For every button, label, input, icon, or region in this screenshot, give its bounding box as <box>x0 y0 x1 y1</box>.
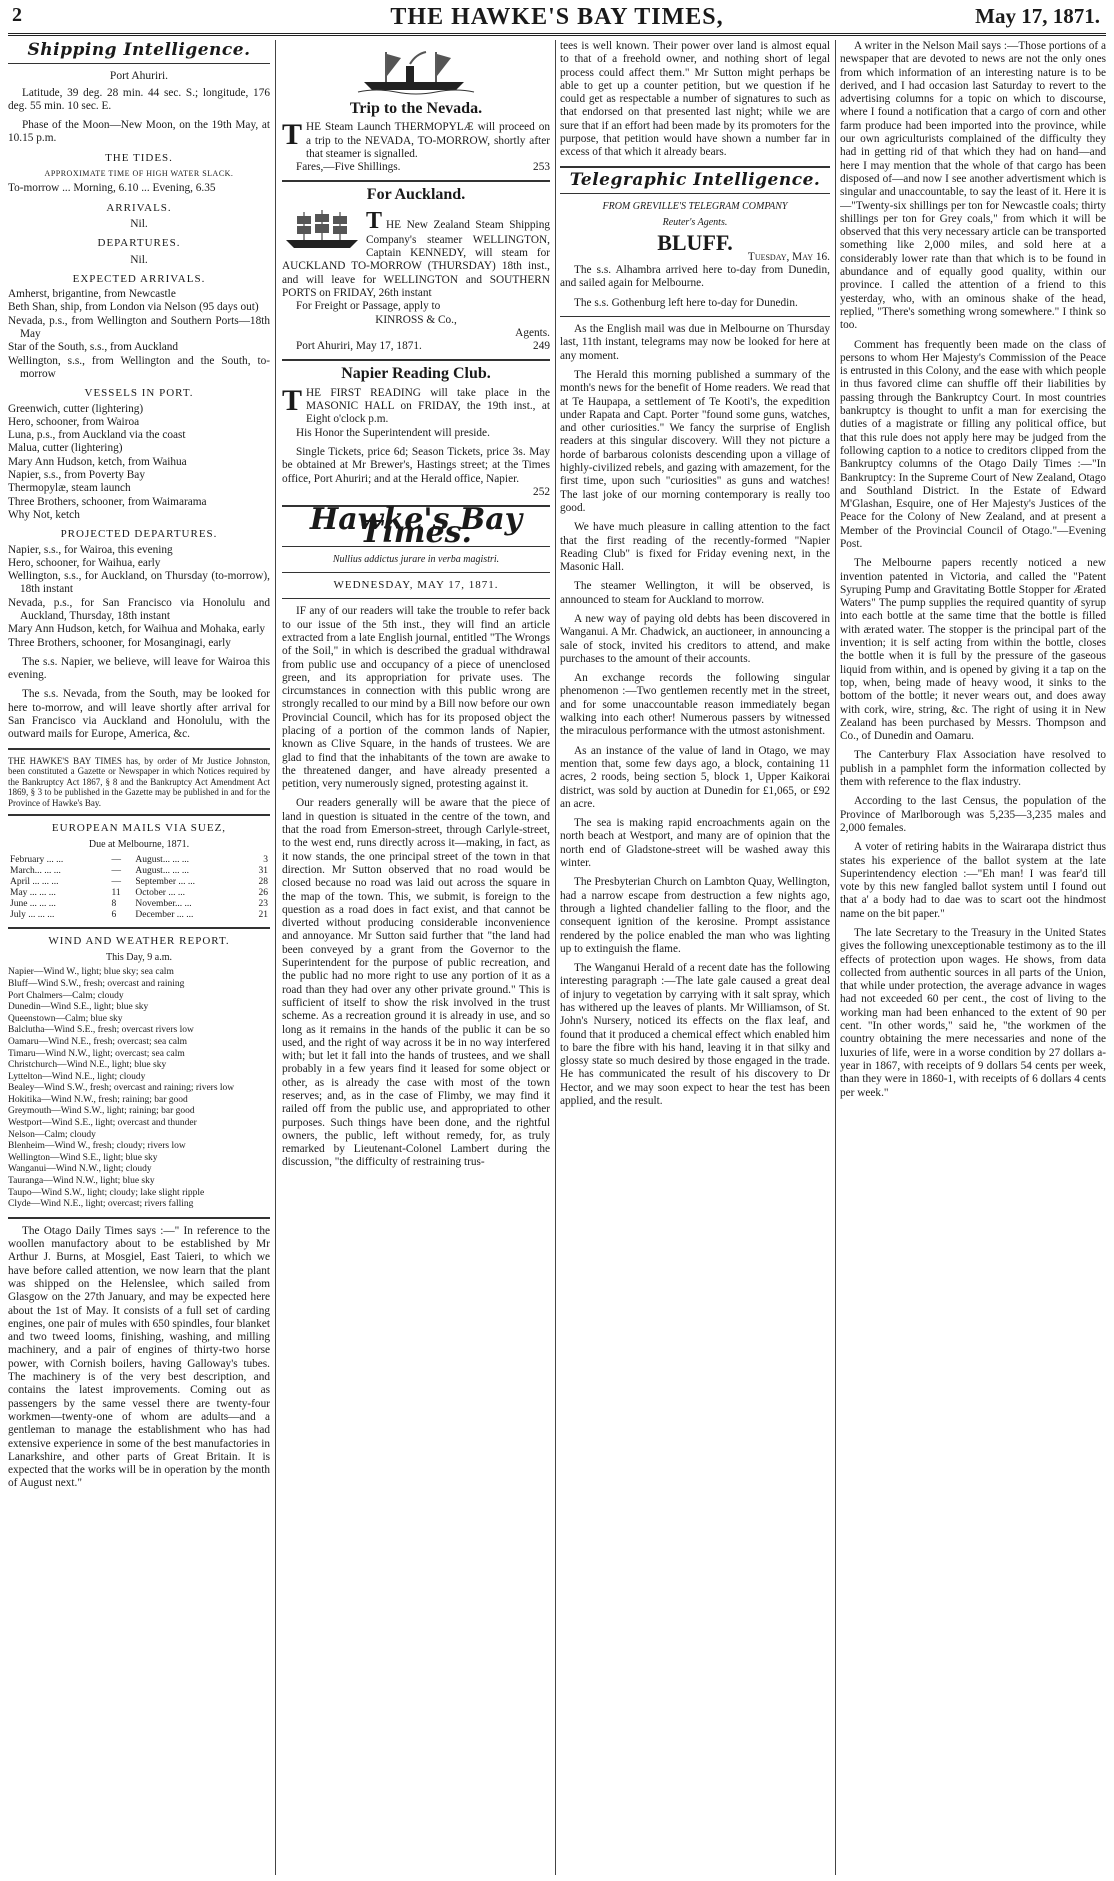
top-rule <box>8 33 1106 36</box>
news-paragraph: A new way of paying old debts has been discovered in Wanganui. A Mr. Chadwick, an auctioneer, in announcing a sale of stock, invited his creditors to attend, and make purchases to the amount of their accounts. <box>560 612 830 665</box>
list-item: Three Brothers, schooner, from Waimarama <box>8 495 207 508</box>
news-paragraph: A writer in the Nelson Mail says :—Those portions of a newspaper that are devoted to news are not the only ones from which information of an interesting nature is to be derived, and I had occasion last Saturday to revert to the advertising columns for a topic on which to discourse, where I found a notification that a cargo of corn and other farm produce had been imported into the province, while our own agriculturists complained of the difficulty they had in getting rid of that which they had on hand—and here I may mention that the whole of that cargo has been disposed of—and now I see another advertisment which is singular and unaccountable, to say the least of it. Here it is—"Twenty-six shillings per ton for Newcastle coals; thirty shillings per ton for Grey coals," from which it will be observed that this very necessary article can be transported something like 2,000 miles, and sold here at a considerably lower rate than that which is to be found in abundance and of equally good quality, within our province. I called the attention of a friend to this yesterday, who, with an ominous shake of the head, replied, "There's something wrong somewhere." I think so too. <box>840 40 1106 332</box>
telegraphic-heading: Telegraphic Intelligence. <box>569 169 821 190</box>
trip-body: THE Steam Launch THERMOPYLÆ will proceed on a trip to the NEVADA, TO-MORROW, shortly after that steamer is signalled. <box>282 118 550 160</box>
list-item: Amherst, brigantine, from Newcastle <box>8 288 176 301</box>
news-paragraph: The Presbyterian Church on Lambton Quay, Wellington, had a narrow escape from destruction a few nights ago, through a lighted chandelier falling to the floor, and the consequent ignition of the kerosine. Prompt assistance rendered by the police enabled the man who was lighting up to extinguish the flame. <box>560 876 830 955</box>
table-row: March... ... ... — August... ... ... 31 <box>10 865 268 876</box>
bluff-date: Tuesday, May 16. <box>747 250 830 263</box>
masthead <box>0 0 1114 32</box>
list-item: Bealey—Wind S.W., fresh; overcast and raining; rivers low <box>8 1083 235 1094</box>
list-item: Balclutha—Wind S.E., fresh; overcast rivers low <box>8 1025 194 1036</box>
telegram-item: The s.s. Alhambra arrived here to-day from Dunedin, and sailed again for Melbourne. <box>560 264 830 290</box>
auckland-agents: Agents. <box>515 326 550 339</box>
list-item: Hero, schooner, from Wairoa <box>8 415 140 428</box>
reading-club-body: THE FIRST READING will take place in the MASONIC HALL on FRIDAY, the 19th inst., at Eight o'clock p.m. <box>282 383 550 426</box>
news-paragraph: Comment has frequently been made on the class of persons to whom Her Majesty's Commission of the Peace is entrusted in this Colony, and the ease with which people in thus favored clime can shuffle off their liabilities by passing through the Bankruptcy Court. In most countries bankruptcy is thought to unfit a man for exercising the duties of a magistrate or filling any political office, but that this rule does not apply here may be judged from the following caption to a notice to creditors clipped from the Bankruptcy columns of the Otago Daily Times :—"In Bankruptcy: In the Supreme Court of New Zealand, Otago and Southland District. In the Estate of Edward M'Glashan, Esquire, one of Her Majesty's Justices of the Peace for the Colony of New Zealand, and at present a Member of the Provincial Council of Otago."—Evening Post. <box>840 338 1106 550</box>
list-item: Lyttelton—Wind N.E., light; cloudy <box>8 1071 146 1082</box>
list-item: Nevada, p.s., for San Francisco via Honolulu and Auckland, Thursday, 18th instant <box>8 596 270 622</box>
editorial-dateline: WEDNESDAY, MAY 17, 1871. <box>333 579 499 592</box>
gazette-notice: THE HAWKE'S BAY TIMES has, by order of Mr Justice Johnston, been constituted a Gazette or Newspaper in which Notices required by the Bankruptcy Act 1867, § 8 and the Bankruptcy Act Amendment Act 1869, § 3 to be published in the Gazette may be published in and for the Province of Hawke's Bay. <box>8 755 270 808</box>
list-item: Timaru—Wind N.W., light; overcast; sea calm <box>8 1048 185 1059</box>
tides-line: To-morrow ... Morning, 6.10 ... Evening, 6.35 <box>8 182 216 195</box>
news-paragraph: The Wanganui Herald of a recent date has the following interesting paragraph :—The late gale caused a great deal of injury to vegetation by carrying with it salt spray, which has withered up the leaves of plants. Mr Williamson, of St. John's Nursery, noticed its effects on the flax leaf, and found that it produced a chemical effect which enabled him to bare the fibre with his hand, leaving it in that silky and glossy state so much desired by those engaged in the trade. He has communicated the result of his discovery to Dr Hector, and we may soon expect to hear the test has been applied, and the result. <box>560 962 830 1108</box>
list-item: Why Not, ketch <box>8 508 80 521</box>
news-paragraph: The Canterbury Flax Association have resolved to publish in a pamphlet form the information collected by them with reference to the flax industry. <box>840 749 1106 789</box>
editorial-masthead: Hawke's Bay Times. <box>309 502 523 551</box>
shipping-heading: Shipping Intelligence. <box>27 40 251 60</box>
motto: Nullius addictus jurare in verba magistri. <box>332 553 500 565</box>
issue-date: May 17, 1871. <box>975 4 1100 28</box>
list-item: Malua, cutter (lightering) <box>8 442 123 455</box>
latitude-text: Latitude, 39 deg. 28 min. 44 sec. S.; longitude, 176 deg. 55 min. 10 sec. E. <box>8 86 270 112</box>
sailing-ship-icon <box>282 208 362 252</box>
expected-arrivals-heading: EXPECTED ARRIVALS. <box>72 272 206 285</box>
weather-list <box>8 967 270 1210</box>
column-4 <box>840 40 1106 1875</box>
auckland-freight: For Freight or Passage, apply to <box>296 300 441 313</box>
auckland-agent-name: KINROSS & Co., <box>375 313 457 326</box>
shipping-note: The s.s. Nevada, from the South, may be looked for here to-morrow, and will leave shortly after arrival for San Francisco via Auckland and Honolulu, with the outward mails for Europe, America, &c. <box>8 688 270 741</box>
list-item: Greymouth—Wind S.W., light; raining; bar good <box>8 1106 195 1117</box>
table-row: April ... ... ... — September ... ... 28 <box>10 876 268 887</box>
table-row: June ... ... ... 8 November... ... 23 <box>10 898 268 909</box>
projected-departures-list <box>8 544 270 650</box>
list-item: Hero, schooner, for Waihua, early <box>8 556 161 569</box>
list-item: Greenwich, cutter (lightering) <box>8 402 144 415</box>
editorial-paragraph: IF any of our readers will take the trouble to refer back to our issue of the 5th inst., they will find an article extracted from a late English journal, entitled "The Wrongs of the Soil," in which is described the gradual withdrawal from public use and occupancy of a piece of unenclosed green, and its appropriation for private uses. The circumstances in connection with this public wrong are strongly recalled to our mind by a Bill now before our own Provincial Council, which has for its proposed object the placing of a portion of the common lands of Napier, known as Clive Square, in the hands of trustees. We are glad to find that the inhabitants of the town are awake to the threatened danger, and have already presented a petition, very numerously signed, protesting against it. <box>282 605 550 791</box>
weather-subheading: This Day, 9 a.m. <box>105 952 172 964</box>
list-item: Thermopylæ, steam launch <box>8 482 131 495</box>
list-item: Beth Shan, ship, from London via Nelson (95 days out) <box>8 301 259 314</box>
list-item: Bluff—Wind S.W., fresh; overcast and raining <box>8 978 185 989</box>
reuters-agents: Reuter's Agents. <box>662 217 728 229</box>
auckland-heading: For Auckland. <box>366 186 466 204</box>
editorial-paragraph: Our readers generally will be aware that the piece of land in question is situated in the centre of the town, and that the road from Emerson-street, through Carlyle-street, to the west end, runs directly across it—making, in fact, as it now stands, the one principal street of the town in that direction. Mr Sutton observed that no road would be closed because no road was laid out across the square in the map of the town. This, we submit, is foreign to the question as a road does in fact exist, and that cannot be diverted without producing considerable inconvenience and annoyance. Mr Sutton said further that "the land had been conveyed by a grant from the Governor to the Superintendent for the purpose of public recreation, and the public had no more right to use any portion of it as a road than they had over any other private ground." This is sufficient of itself to show the risk involved in the trust scheme. As a recreation ground it is already in use, and so long as it remains in the hands of the public it can be so used, and the right of way across it be in no way interfered with; but let it fall into the hands of trustees, and we shall probably in a few years find it leased for some object or other, as is already the case with most of the town reserves; and, as in the case of Flimby, we may find it railed off from the public use, and appropriated to other purposes. Such things have been done, and the rightful owners, the public, left without remedy, for, as truly remarked by Lieutenant-Colonel Lambert during the discussion, "the difficulty of restraining trus- <box>282 797 550 1169</box>
news-paragraph: The sea is making rapid encroachments again on the north beach at Westport, and many are of opinion that the north end of Gladstone-street will be washed away this winter. <box>560 817 830 870</box>
news-paragraph: A voter of retiring habits in the Wairarapa district thus states his experience of the ballot system at the late Superintendency election :—"Eh man! I was fear'd till vote by this new fangled ballot system until I found out that a' a body had to dae was to scart oot the hindmost name on the bit paper." <box>840 841 1106 920</box>
list-item: Taupo—Wind S.W., light; cloudy; lake slight ripple <box>8 1187 205 1198</box>
list-item: Hokitika—Wind N.W., fresh; raining; bar good <box>8 1094 188 1105</box>
reading-club-preside: His Honor the Superintendent will preside. <box>296 426 490 439</box>
list-item: Clyde—Wind N.E., light; overcast; rivers falling <box>8 1199 194 1210</box>
list-item: Oamaru—Wind N.E., fresh; overcast; sea calm <box>8 1036 187 1047</box>
list-item: Wellington—Wind S.E., light; blue sky <box>8 1152 158 1163</box>
column-divider <box>275 40 276 1875</box>
otago-article: The Otago Daily Times says :—" In reference to the woollen manufactory about to be established by Mr Arthur J. Burns, at Mosgiel, East Taieri, to which we have before called attention, we now learn that the plant was shipped on the Helenslee, which sailed from Glasgow on the 27th January, and may be expected here about the 1st of May. It consists of a full set of carding engines, one pair of mules with 650 spindles, four blanket and two tweed looms, finishing, washing, and milling machinery, and a pair of engines of thirty-two horse power, with Cornish boilers, having Galloway's tubes. The machinery is of the very best description, and contains the latest improvements. Coming out as passengers by the same vessel there are twenty-four workmen—twenty-one of whom are adults—and a gentleman to manage the establishment who has had extensive experience in some of the best manufactories in Lanarkshire, and other parts of Great Britain. It is expected that the works will be in operation by the month of August next." <box>8 1224 270 1490</box>
list-item: Wanganui—Wind N.W., light; cloudy <box>8 1164 152 1175</box>
arrivals-heading: ARRIVALS. <box>106 201 172 214</box>
reading-club-heading: Napier Reading Club. <box>341 365 491 383</box>
column-2 <box>282 40 550 1875</box>
departures-nil: Nil. <box>130 253 148 266</box>
news-paragraph: An exchange records the following singular phenomenon :—Two gentlemen recently met in the street, and for some unaccountable reason immediately began walking into each other! Numerous passers by witnessed the miraculous performance with the utmost astonishment. <box>560 672 830 738</box>
list-item: Port Chalmers—Calm; cloudy <box>8 990 124 1001</box>
mails-subheading: Due at Melbourne, 1871. <box>88 839 190 851</box>
list-item: Mary Ann Hudson, ketch, for Waihua and Mohaka, early <box>8 623 266 636</box>
list-item: Blenheim—Wind W., fresh; cloudy; rivers low <box>8 1141 186 1152</box>
steamship-icon <box>356 44 476 96</box>
list-item: Star of the South, s.s., from Auckland <box>8 341 179 354</box>
expected-arrivals-list <box>8 288 270 381</box>
mails-heading: EUROPEAN MAILS VIA SUEZ, <box>51 822 227 835</box>
tides-subheading: APPROXIMATE TIME OF HIGH WATER SLACK. <box>44 169 234 179</box>
news-paragraph: The steamer Wellington, it will be observed, is announced to steam for Auckland to morrow. <box>560 580 830 606</box>
news-paragraph: According to the last Census, the population of the Province of Marlborough was 5,235—3,235 males and 2,000 females. <box>840 795 1106 834</box>
news-paragraph: As an instance of the value of land in Otago, we may mention that, some few days ago, a block, containing 11 acres, 2 roods, being section 5, block 1, Upper Kaikorai district, was sold by auction at Dunedin for £1,065, or £92 an acre. <box>560 744 830 810</box>
list-item: Wellington, s.s., for Auckland, on Thursday (to-morrow), 18th instant <box>8 570 270 596</box>
list-item: Wellington, s.s., from Wellington and the South, to-morrow <box>8 354 270 380</box>
port-name: Port Ahuriri. <box>109 70 169 83</box>
column-1 <box>8 40 270 1875</box>
list-item: Nevada, p.s., from Wellington and Southern Ports—18th May <box>8 314 270 341</box>
arrivals-nil: Nil. <box>130 217 148 230</box>
list-item: Westport—Wind S.E., light; overcast and thunder <box>8 1118 197 1129</box>
list-item: Dunedin—Wind S.E., light; blue sky <box>8 1002 149 1013</box>
auckland-sign: Port Ahuriri, May 17, 1871. 249 <box>296 340 550 353</box>
table-row: July ... ... ... 6 December ... ... 21 <box>10 909 268 920</box>
news-paragraph: As the English mail was due in Melbourne on Thursday last, 11th instant, telegrams may now be looked for here at any moment. <box>560 323 830 362</box>
column-3 <box>560 40 830 1875</box>
column-divider <box>555 40 556 1875</box>
news-paragraph: The Herald this morning published a summary of the month's news for the benefit of Home readers. We read that at Te Haupapa, a settlement of Te Kooti's, the expedition under Rapata and Capt. Porter "found some guns, watches, and other curiosities." We fancy the surprise of English readers at this singular discovery. Will they not picture a horde of barbarous colonists descending upon a village of highly-civilized rebels, and gazing with amazement, for the first time, upon such "curiosities" as guns and watches! The last joke of our morning contemporary is really too good. <box>560 368 830 514</box>
list-item: Mary Ann Hudson, ketch, from Waihua <box>8 455 187 468</box>
vessels-in-port-heading: VESSELS IN PORT. <box>84 387 194 400</box>
tides-heading: THE TIDES. <box>105 151 173 164</box>
list-item: Luna, p.s., from Auckland via the coast <box>8 429 186 442</box>
list-item: Napier—Wind W., light; blue sky; sea calm <box>8 967 174 978</box>
table-row: May ... ... ... 11 October ... ... 26 <box>10 887 268 898</box>
weather-heading: WIND AND WEATHER REPORT. <box>48 934 230 947</box>
list-item: Napier, s.s., from Poverty Bay <box>8 469 145 482</box>
list-item: Three Brothers, schooner, for Mosanginagi, early <box>8 636 231 649</box>
column-divider <box>835 40 836 1875</box>
editorial-continued: tees is well known. Their power over land is almost equal to that of a freehold owner, and nothing short of legal process could affect them." Mr Sutton might perhaps be able to get up a counter petition, but we question if he could get as respectable a number of signatures to such as that endorsed on that presented last night; while we are sure that if an effort had been made by its promoters for the purpose, that petition would have shown a number far in excess of that which it already bears. <box>560 40 830 159</box>
page-number: 2 <box>12 4 22 26</box>
mails-table <box>8 855 270 921</box>
news-paragraph: The late Secretary to the Treasury in the United States gives the following unexceptionable testimony as to the ill effects of protection upon wages. He shows, from data collected from authentic sources in all parts of the Union, that while under protection, the average advance in wages had not exceeded 60 per cent., the cost of living to the working man had been enhanced to the extent of 90 per cent. "In other words," said he, "the workmen of the country obtaining the mere necessaries and none of the luxuries of life, were in a worse condition by 27 dollars a-year in 1867, with receipts of 9 dollars 54 cents per week, than they were in 1860-1, with receipts of 6 dollars 4 cents per week." <box>840 927 1106 1099</box>
newspaper-title: THE HAWKE'S BAY TIMES, <box>390 4 724 30</box>
departures-heading: DEPARTURES. <box>97 237 181 250</box>
vessels-in-port-list <box>8 403 270 523</box>
list-item: Napier, s.s., for Wairoa, this evening <box>8 543 173 556</box>
shipping-note: The s.s. Napier, we believe, will leave for Wairoa this evening. <box>8 655 270 682</box>
bluff-heading: BLUFF. <box>657 229 733 255</box>
moon-phase-text: Phase of the Moon—New Moon, on the 19th May, at 10.15 p.m. <box>8 119 270 145</box>
trip-heading: Trip to the Nevada. <box>349 100 483 117</box>
telegram-item: The s.s. Gothenburg left here to-day for Dunedin. <box>574 296 798 309</box>
list-item: Queenstown—Calm; blue sky <box>8 1013 123 1024</box>
auckland-body: THE New Zealand Steam Shipping Company's steamer WELLINGTON, Captain KENNEDY, will steam for AUCKLAND TO-MORROW (THURSDAY) 18th inst., and will leave for WELLINGTON and SOUTHERN PORTS on FRIDAY, 26th instant <box>282 207 550 299</box>
telegram-company: FROM GREVILLE'S TELEGRAM COMPANY <box>602 200 788 212</box>
list-item: Nelson—Calm; cloudy <box>8 1129 96 1140</box>
list-item: Tauranga—Wind N.W., light; blue sky <box>8 1176 155 1187</box>
projected-departures-heading: PROJECTED DEPARTURES. <box>60 528 218 541</box>
news-paragraph: The Melbourne papers recently noticed a new invention patented in Victoria, and called the "Patent Syruping Pump and Gravitating Bottle Stopper for Ærated Waters" The pump supplies the required quantity of syrup into each bottle at the same time that the bottle is filled with ærated water. The stopper is the principal part of the invention; it is self acting from within the bottle, closes the bottle when it is full by the pressure of the gaseous liquid from within, and is opened by giving it a tap on the top, when, being made of heavy wood, it sinks to the bottom of the bottle; it never wears out, and does away with cork, wire, string, &c. The right of using it in New Zealand has been purchased by Messrs. Thompson and Co., of Dunedin and Oamaru. <box>840 557 1106 743</box>
reading-club-number: 252 <box>533 485 550 498</box>
table-row: February ... ... — August... ... ... 3 <box>10 854 268 865</box>
trip-fares: Fares,—Five Shillings. 253 <box>296 161 550 174</box>
list-item: Christchurch—Wind N.E., light; blue sky <box>8 1060 167 1071</box>
news-paragraph: We have much pleasure in calling attention to the fact that the first reading of the recently-formed "Napier Reading Club" is fixed for Friday evening next, in the Masonic Hall. <box>560 521 830 574</box>
reading-club-tickets: Single Tickets, price 6d; Season Tickets, price 3s. May be obtained at Mr Brewer's, Hastings street; at the Times office, Port Ahuriri; and at the Herald office, Napier. <box>282 445 550 485</box>
